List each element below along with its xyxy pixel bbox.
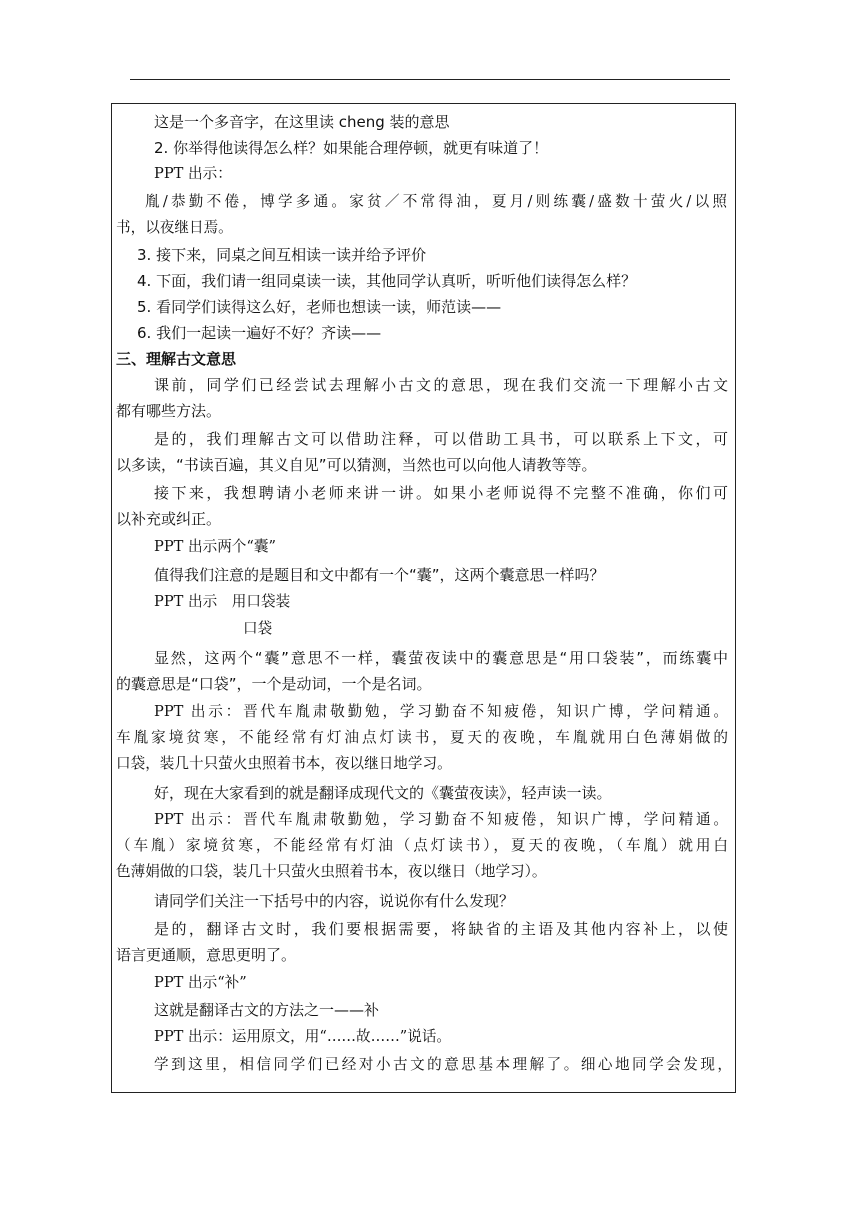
text-line: PPT 出示：运用原文，用“……故……”说话。	[154, 1028, 452, 1045]
text-line: 是的，翻译古文时，我们要根据需要，将缺省的主语及其他内容补上，以使	[154, 920, 728, 938]
text-line: 显然，这两个“囊”意思不一样，囊萤夜读中的囊意思是“用口袋装”，而练囊中	[154, 649, 728, 667]
section-heading: 三、理解古文意思	[116, 350, 237, 368]
header-rule	[130, 79, 730, 80]
text-line: PPT 出示：晋代车胤肃敬勤勉，学习勤奋不知疲倦，知识广博，学问精通。	[154, 703, 728, 720]
text-line: 色薄娟做的口袋，装几十只萤火虫照着书本，夜以继日（地学习）。	[116, 863, 547, 880]
text-line: （车胤）家境贫寒，不能经常有灯油（点灯读书），夏天的夜晚，（车胤）就用白	[116, 837, 728, 854]
text-line: 胤/恭勤不倦，博学多通。家贫／不常得油，夏月/则练囊/盛数十萤火/以照	[145, 193, 727, 210]
text-line: 以补充或纠正。	[116, 510, 222, 528]
text-line: 口袋，装几十只萤火虫照着书本，夜以继日地学习。	[116, 755, 452, 772]
text-line: 是的，我们理解古文可以借助注释，可以借助工具书，可以联系上下文，可	[154, 430, 728, 448]
text-line: 语言更通顺，意思更明了。	[116, 946, 297, 964]
text-line: PPT 出示：晋代车胤肃敬勤勉，学习勤奋不知疲倦，知识广博，学问精通。	[154, 811, 728, 828]
text-line: 5. 看同学们读得这么好，老师也想读一读，师范读——	[137, 298, 502, 316]
text-line: 都有哪些方法。	[116, 402, 222, 420]
lesson-table-cell	[111, 103, 736, 1093]
text-line: PPT 出示：	[154, 165, 232, 182]
text-line: 4. 下面，我们请一组同桌读一读，其他同学认真听，听听他们读得怎么样？	[137, 272, 637, 290]
text-line: 请同学们关注一下括号中的内容，说说你有什么发现？	[154, 892, 515, 910]
text-line: 6. 我们一起读一遍好不好？齐读——	[137, 324, 382, 342]
text-line: 接下来，我想聘请小老师来讲一讲。如果小老师说得不完整不准确，你们可	[154, 484, 728, 502]
text-line: PPT 出示“补”	[154, 974, 247, 991]
text-line: 学到这里，相信同学们已经对小古文的意思基本理解了。细心地同学会发现，	[154, 1056, 732, 1073]
text-line: 这是一个多音字，在这里读 cheng 装的意思	[154, 113, 450, 131]
text-line: 2. 你举得他读得怎么样？如果能合理停顿，就更有味道了！	[154, 139, 549, 157]
text-line: PPT 出示两个“囊”	[154, 538, 276, 555]
text-line: 值得我们注意的是题目和文中都有一个“囊”，这两个囊意思一样吗？	[154, 566, 605, 584]
text-line: 3. 接下来，同桌之间互相读一读并给予评价	[137, 246, 427, 264]
text-line: 课前，同学们已经尝试去理解小古文的意思，现在我们交流一下理解小古文	[154, 376, 728, 394]
text-line: 的囊意思是“口袋”，一个是动词，一个是名词。	[116, 675, 432, 693]
text-line: 书，以夜继日焉。	[116, 219, 233, 236]
text-line: 好，现在大家看到的就是翻译成现代文的《囊萤夜读》，轻声读一读。	[154, 784, 612, 802]
text-line: 口袋	[243, 620, 273, 637]
text-line: 这就是翻译古文的方法之一——补	[154, 1001, 380, 1019]
text-line: 以多读，“书读百遍，其义自见”可以猜测，当然也可以向他人请教等等。	[116, 456, 597, 474]
text-line: PPT 出示 用口袋装	[154, 593, 291, 610]
text-line: 车胤家境贫寒，不能经常有灯油点灯读书，夏天的夜晚，车胤就用白色薄娟做的	[116, 729, 728, 746]
